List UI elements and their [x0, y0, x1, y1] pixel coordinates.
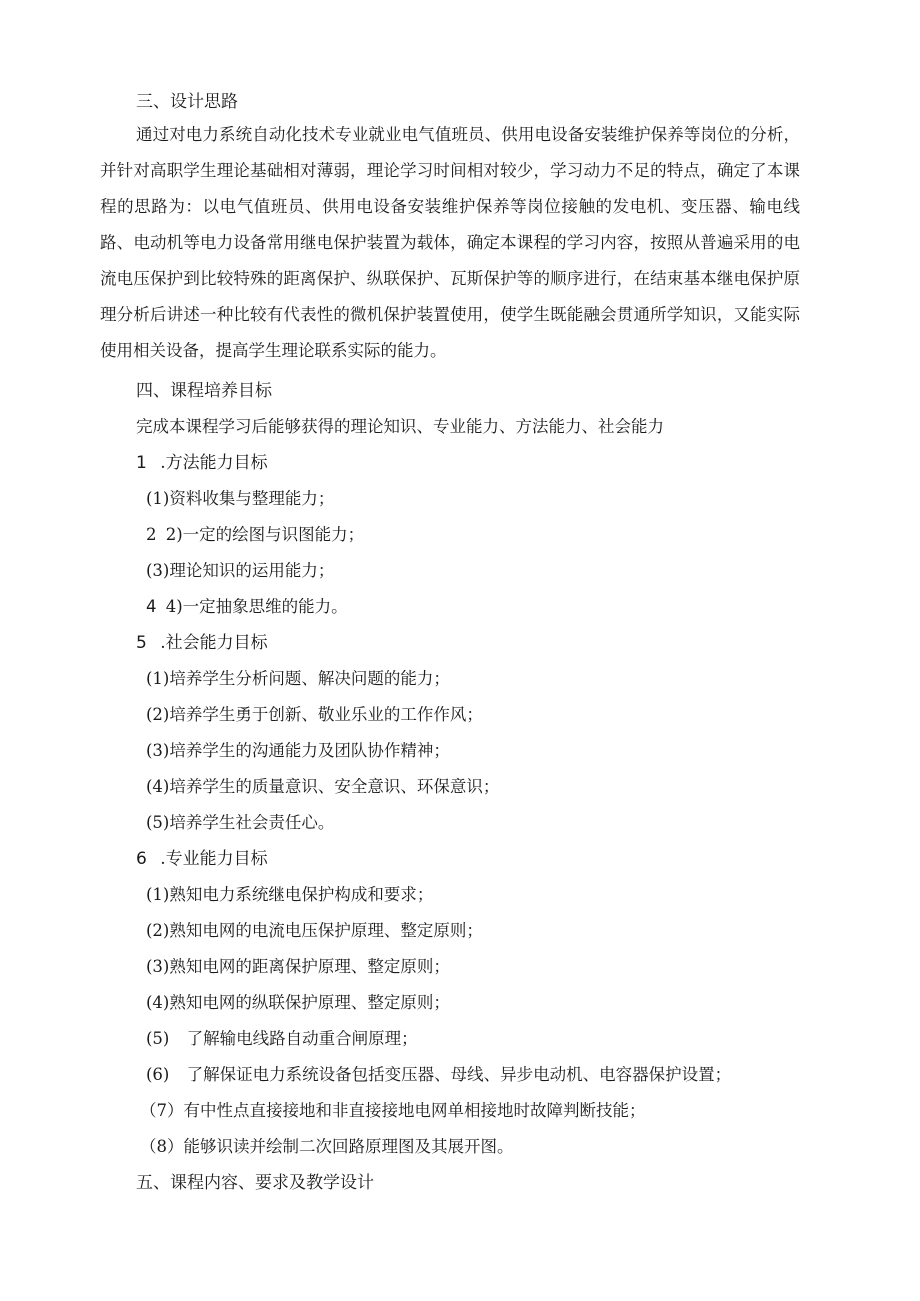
- section-4-heading: 四、课程培养目标: [136, 381, 272, 401]
- goal-1-heading: [136, 451, 268, 475]
- goal-3-item-5-text: 了解输电线路自动重合闸原理；: [186, 1029, 418, 1048]
- goal-3-item-8: （8）能够识读并绘制二次回路原理图及其展开图。: [140, 1137, 514, 1156]
- goal-3-number: 6: [136, 849, 147, 869]
- goal-2-heading: [136, 631, 268, 655]
- goal-3-title: .专业能力目标: [160, 849, 268, 869]
- goal-2-item-3: (3)培养学生的沟通能力及团队协作精神；: [146, 741, 450, 760]
- section-3-paragraph: 通过对电力系统自动化技术专业就业电气值班员、供用电设备安装维护保养等岗位的分析，并针对高职学生理论基础相对薄弱，理论学习时间相对较少，学习动力不足的特点，确定了本课程的思路为：以电气值班员、供用电设备安装维护保养等岗位接触的发电机、变压器、输电线路、电动机等电力设备常用继电保护装置为载体，确定本课程的学习内容，按照从普遍采用的电流电压保护到比较特殊的距离保护、纵联保护、瓦斯保护等的顺序进行，在结束基本继电保护原理分析后讲述一种比较有代表性的微机保护装置使用，使学生既能融会贯通所学知识，又能实际使用相关设备，提高学生理论联系实际的能力。: [100, 125, 800, 360]
- goal-3-item-2: (2)熟知电网的电流电压保护原理、整定原则；: [146, 921, 483, 940]
- goal-3-item-1: (1)熟知电力系统继电保护构成和要求；: [146, 885, 434, 904]
- goal-2-number: 5: [136, 633, 147, 653]
- goal-1-item-4-text: 4)一定抽象思维的能力。: [165, 597, 348, 616]
- goal-3-item-3: (3)熟知电网的距离保护原理、整定原则；: [146, 957, 450, 976]
- goal-2-title: .社会能力目标: [160, 633, 268, 653]
- goal-2-item-1: (1)培养学生分析问题、解决问题的能力；: [146, 669, 450, 688]
- goal-3-item-4: (4)熟知电网的纵联保护原理、整定原则；: [146, 993, 450, 1012]
- goal-1-title: .方法能力目标: [160, 453, 268, 473]
- goal-1-item-2-prefix: 2: [146, 525, 157, 544]
- goal-3-item-6-number: (6): [146, 1065, 170, 1084]
- goal-2-item-5: (5)培养学生社会责任心。: [146, 813, 335, 832]
- goal-1-number: 1: [136, 453, 147, 473]
- goal-3-item-7: （7）有中性点直接接地和非直接接地电网单相接地时故障判断技能；: [140, 1101, 646, 1120]
- goal-3-item-6: [146, 1063, 731, 1087]
- goal-3-item-6-text: 了解保证电力系统设备包括变压器、母线、异步电动机、电容器保护设置；: [186, 1065, 732, 1084]
- section-4-intro: 完成本课程学习后能够获得的理论知识、专业能力、方法能力、社会能力: [136, 417, 664, 436]
- section-3-heading: 三、设计思路: [136, 92, 238, 112]
- goal-3-item-5: [146, 1027, 418, 1051]
- goal-1-item-1: (1)资料收集与整理能力；: [146, 489, 335, 508]
- goal-2-item-4: (4)培养学生的质量意识、安全意识、环保意识；: [146, 777, 500, 796]
- section-5-heading: 五、课程内容、要求及教学设计: [136, 1173, 374, 1193]
- goal-1-item-4-prefix: 4: [146, 597, 157, 616]
- goal-3-item-5-number: (5): [146, 1029, 170, 1048]
- goal-1-item-2: [146, 523, 364, 547]
- goal-1-item-2-text: 2)一定的绘图与识图能力；: [165, 525, 365, 544]
- goal-3-heading: [136, 847, 268, 871]
- goal-1-item-3: (3)理论知识的运用能力；: [146, 561, 335, 580]
- goal-1-item-4: [146, 595, 348, 619]
- goal-2-item-2: (2)培养学生勇于创新、敬业乐业的工作作风；: [146, 705, 483, 724]
